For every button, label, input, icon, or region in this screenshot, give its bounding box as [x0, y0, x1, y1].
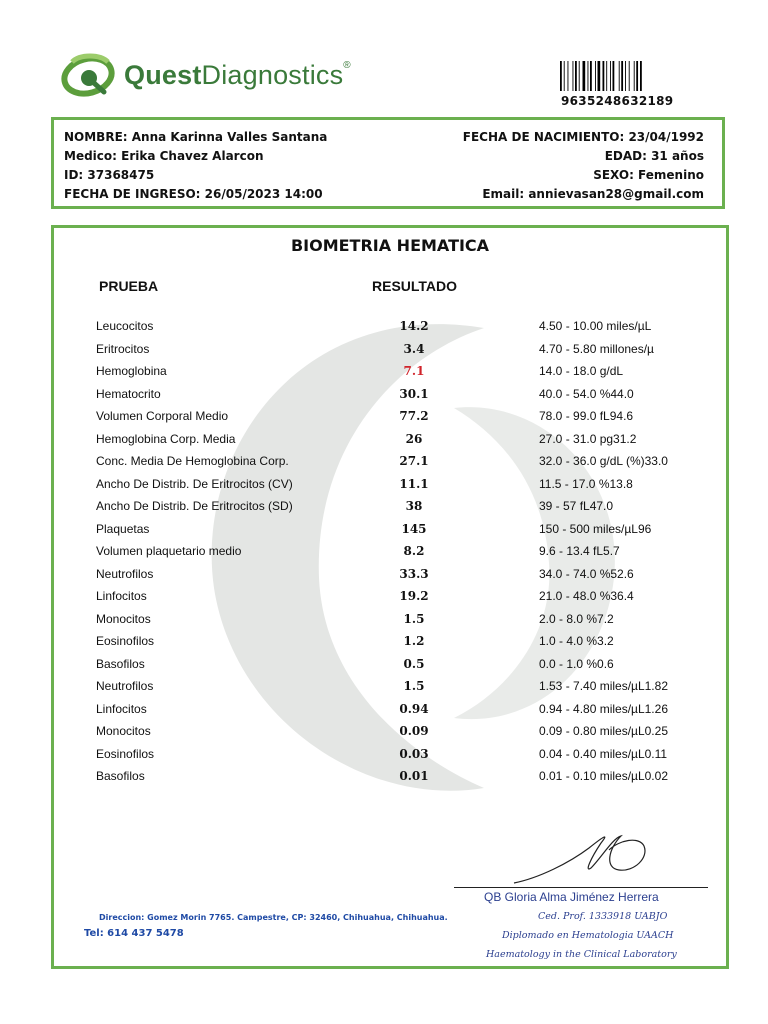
reference-range: 34.0 - 74.0 %52.6	[539, 566, 634, 581]
result-row	[54, 387, 726, 407]
patient-birth-date: FECHA DE NACIMIENTO: 23/04/1992	[462, 130, 704, 144]
barcode-stripe	[598, 61, 601, 91]
reference-range: 4.70 - 5.80 millones/µ	[539, 341, 654, 356]
test-name: Leucocitos	[96, 319, 154, 333]
lab-phone: Tel: 614 437 5478	[84, 928, 184, 939]
test-name: Basofilos	[96, 769, 145, 783]
result-row	[54, 679, 726, 699]
result-row	[54, 567, 726, 587]
reference-range: 0.94 - 4.80 miles/µL1.26	[539, 701, 668, 716]
column-header-resultado: RESULTADO	[372, 278, 458, 294]
reference-range: 0.04 - 0.40 miles/µL0.11	[539, 746, 668, 761]
result-row	[54, 544, 726, 564]
test-name: Monocitos	[96, 724, 151, 738]
result-row	[54, 522, 726, 542]
patient-sex: SEXO: Femenino	[593, 168, 704, 182]
signer-credential-3: Haematology in the Clinical Laboratory	[486, 949, 677, 960]
test-result: 33.3	[399, 566, 429, 581]
test-name: Linfocitos	[96, 589, 147, 603]
reference-range: 0.09 - 0.80 miles/µL0.25	[539, 724, 668, 738]
test-result: 77.2	[399, 409, 429, 423]
barcode-stripe	[603, 61, 605, 91]
signer-credential-2: Diplomado en Hematologia UAACH	[502, 930, 674, 941]
test-result: 27.1	[399, 454, 429, 468]
barcode-stripe	[575, 61, 577, 91]
signer-name: QB Gloria Alma Jiménez Herrera	[484, 890, 659, 904]
reference-range: 32.0 - 36.0 g/dL (%)33.0	[539, 454, 668, 468]
result-row	[54, 634, 726, 654]
test-result: 0.03	[399, 746, 429, 761]
reference-range: 1.0 - 4.0 %3.2	[539, 634, 614, 648]
reference-range: 2.0 - 8.0 %7.2	[539, 611, 614, 626]
test-result: 0.09	[399, 724, 429, 738]
test-name: Hematocrito	[96, 386, 161, 401]
test-name: Hemoglobina Corp. Media	[96, 431, 236, 446]
lab-address: Direccion: Gomez Morin 7765. Campestre, CP: 32460, Chihuahua, Chihuahua.	[99, 913, 448, 922]
reference-range: 150 - 500 miles/µL96	[539, 521, 652, 536]
reference-range: 1.53 - 7.40 miles/µL1.82	[539, 679, 668, 693]
quest-q-logo-icon	[58, 52, 116, 98]
result-row	[54, 589, 726, 609]
test-name: Volumen plaquetario medio	[96, 544, 242, 558]
barcode-stripe	[579, 61, 580, 91]
result-row	[54, 477, 726, 497]
logo-wordmark	[124, 60, 351, 91]
result-row	[54, 724, 726, 744]
result-row	[54, 499, 726, 519]
barcode-stripe	[640, 61, 642, 91]
test-result: 1.2	[403, 634, 425, 648]
test-result: 8.2	[403, 544, 425, 558]
reference-range: 9.6 - 13.4 fL5.7	[539, 544, 620, 558]
test-name: Neutrofilos	[96, 679, 154, 693]
signature-scribble	[509, 828, 669, 888]
logo-quest-text: Quest	[124, 60, 202, 90]
barcode-stripe	[610, 61, 611, 91]
signature-line	[454, 887, 708, 888]
result-row	[54, 769, 726, 789]
reference-range: 0.0 - 1.0 %0.6	[539, 656, 614, 671]
logo-diagnostics-text: Diagnostics	[201, 60, 344, 90]
test-name: Eritrocitos	[96, 341, 150, 356]
test-result: 19.2	[399, 589, 429, 603]
column-header-prueba: PRUEBA	[99, 278, 159, 294]
result-row	[54, 409, 726, 429]
test-name: Conc. Media De Hemoglobina Corp.	[96, 454, 289, 468]
test-result: 0.5	[403, 656, 425, 671]
barcode-stripe	[568, 61, 569, 91]
patient-admission-date: FECHA DE INGRESO: 26/05/2023 14:00	[64, 187, 323, 201]
signer-credential-1: Ced. Prof. 1333918 UABJO	[538, 911, 668, 922]
test-result: 1.5	[403, 679, 425, 693]
barcode-stripe	[588, 61, 589, 91]
test-result: 0.01	[399, 769, 429, 783]
result-row	[54, 342, 726, 362]
test-result: 30.1	[399, 386, 429, 401]
barcode-number: 9635248632189	[561, 94, 674, 108]
reference-range: 39 - 57 fL47.0	[539, 499, 614, 513]
quest-logo	[58, 52, 398, 102]
barcode-stripe	[629, 61, 630, 91]
barcode-stripe	[560, 61, 562, 91]
test-result: 11.1	[399, 476, 429, 491]
reference-range: 78.0 - 99.0 fL94.6	[539, 409, 634, 423]
result-row	[54, 454, 726, 474]
patient-info-box	[51, 117, 725, 209]
test-name: Eosinofilos	[96, 746, 155, 761]
test-name: Basofilos	[96, 656, 145, 671]
test-name: Neutrofilos	[96, 566, 154, 581]
test-name: Volumen Corporal Medio	[96, 409, 229, 423]
test-name: Hemoglobina	[96, 364, 167, 378]
test-result: 7.1	[403, 364, 425, 378]
patient-name: NOMBRE: Anna Karinna Valles Santana	[64, 130, 328, 144]
result-row	[54, 747, 726, 767]
barcode-stripe	[625, 61, 626, 91]
reference-range: 27.0 - 31.0 pg31.2	[539, 431, 637, 446]
test-result: 145	[401, 521, 427, 536]
test-name: Ancho De Distrib. De Eritrocitos (CV)	[96, 476, 293, 491]
barcode-stripe	[595, 61, 596, 91]
barcode-stripe	[621, 61, 623, 91]
patient-age: EDAD: 31 años	[604, 149, 704, 163]
reference-range: 11.5 - 17.0 %13.8	[539, 476, 633, 491]
reference-range: 40.0 - 54.0 %44.0	[539, 386, 634, 401]
reference-range: 21.0 - 48.0 %36.4	[539, 589, 634, 603]
barcode-stripe	[573, 61, 574, 91]
reference-range: 14.0 - 18.0 g/dL	[539, 364, 624, 378]
test-result: 3.4	[403, 341, 425, 356]
barcode-stripe	[619, 61, 620, 91]
report-box	[51, 225, 729, 969]
test-name: Plaquetas	[96, 521, 150, 536]
result-row	[54, 364, 726, 384]
barcode-stripe	[590, 61, 592, 91]
barcode-stripe	[634, 61, 635, 91]
patient-doctor: Medico: Erika Chavez Alarcon	[64, 149, 264, 163]
result-row	[54, 612, 726, 632]
barcode-stripe	[583, 61, 586, 91]
barcode-icon	[560, 61, 670, 91]
report-title: BIOMETRIA HEMATICA	[290, 236, 490, 255]
test-result: 14.2	[399, 319, 429, 333]
test-name: Monocitos	[96, 611, 151, 626]
patient-email: Email: annievasan28@gmail.com	[482, 187, 704, 201]
test-result: 38	[405, 499, 423, 513]
result-row	[54, 702, 726, 722]
test-result: 1.5	[403, 611, 425, 626]
result-row	[54, 657, 726, 677]
test-name: Ancho De Distrib. De Eritrocitos (SD)	[96, 499, 293, 513]
reference-range: 4.50 - 10.00 miles/µL	[539, 319, 652, 333]
reference-range: 0.01 - 0.10 miles/µL0.02	[539, 769, 668, 783]
test-result: 0.94	[399, 701, 429, 716]
barcode-stripe	[606, 61, 607, 91]
result-row	[54, 432, 726, 452]
barcode-stripe	[636, 61, 638, 91]
barcode-stripe	[564, 61, 565, 91]
patient-id: ID: 37368475	[64, 168, 155, 182]
logo-registered-mark: ®	[343, 60, 351, 71]
result-row	[54, 319, 726, 339]
test-name: Linfocitos	[96, 701, 147, 716]
test-result: 26	[405, 431, 423, 446]
test-name: Eosinofilos	[96, 634, 155, 648]
barcode-stripe	[613, 61, 615, 91]
